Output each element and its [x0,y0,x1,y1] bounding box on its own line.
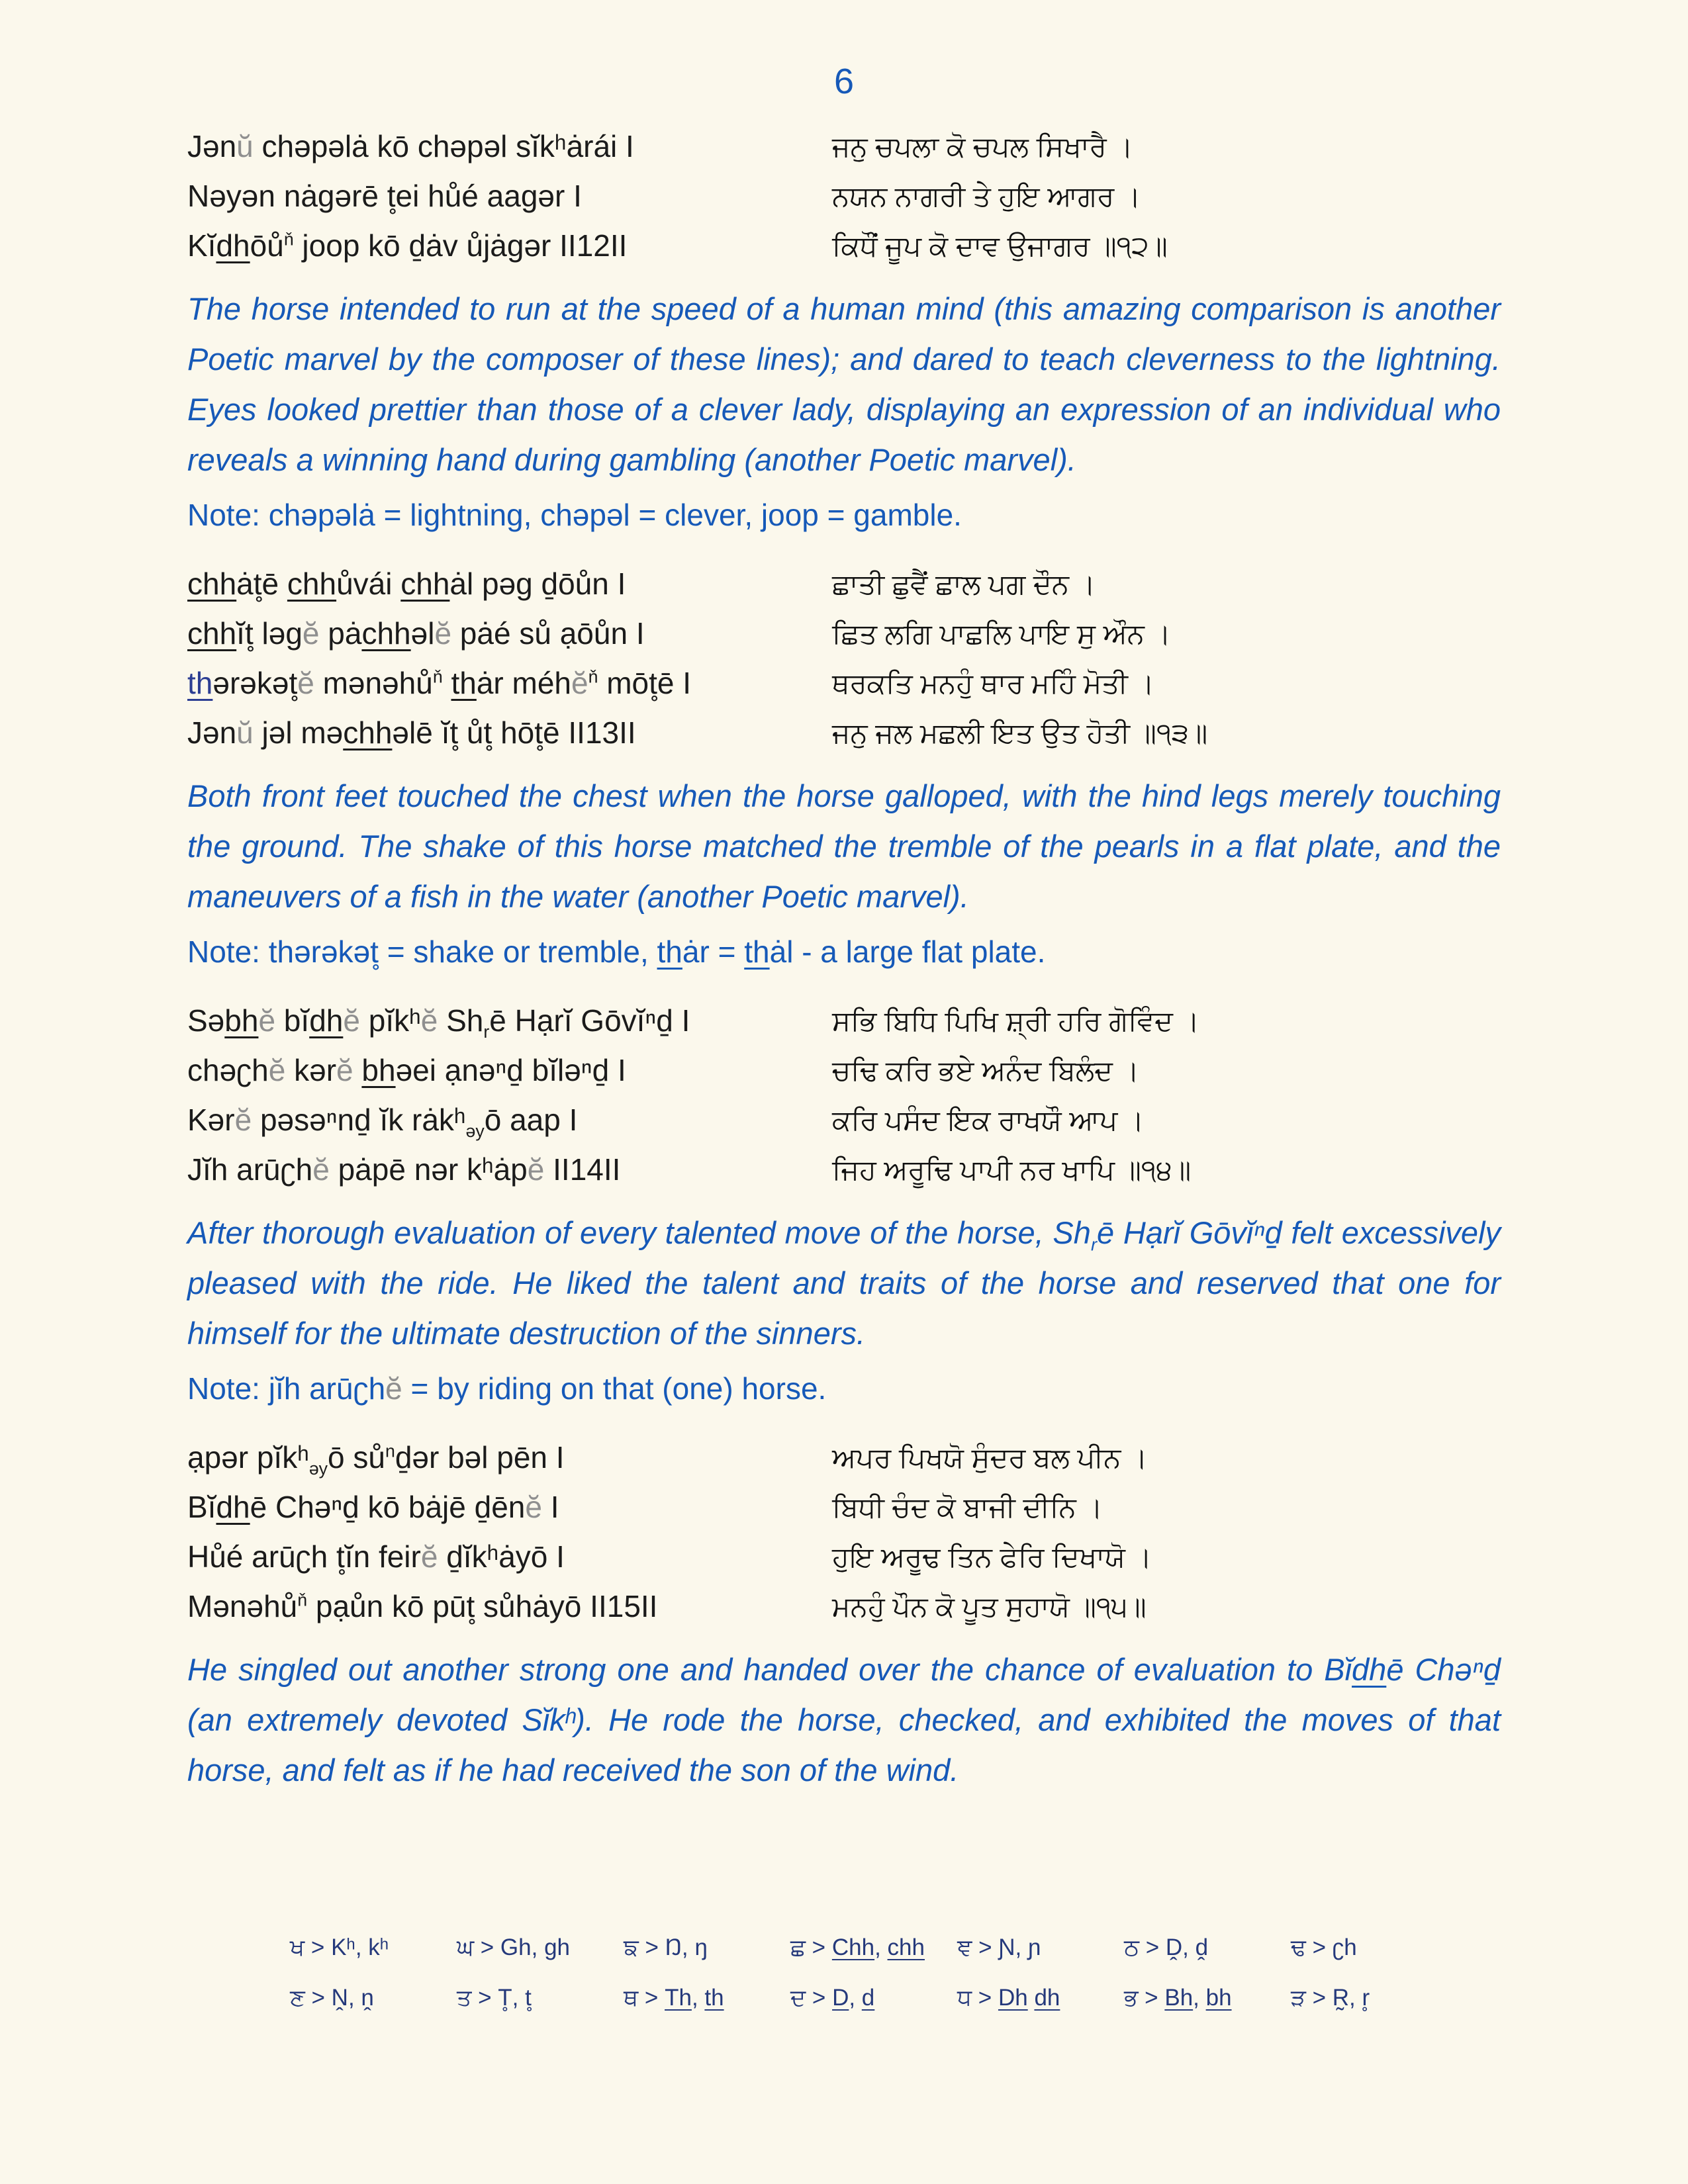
legend-entry: ਘ > Gh, gh [457,1934,570,1960]
legend-entry: ਣ > Ṋ, ṋ [290,1985,374,2011]
verse-block-13 [187,559,1501,758]
legend-entry: ਙ > Ŋ, ŋ [624,1934,708,1960]
transliteration-line: chəʗhĕ kərĕ bhəei ạnəⁿḏ bĭləⁿḏ I [187,1053,626,1087]
verse-block-12 [187,122,1501,271]
transliteration-line: Jĭh arūʗhĕ pȧpē nər kʰȧpĕ II14II [187,1152,621,1187]
verse-block-15 [187,1433,1501,1631]
translation-paragraph: After thorough evaluation of every talented move of the horse, $Sh_rē$ Hạrĭ Gōvĭⁿḏ felt excessively pleased with the ride. He liked the talent and traits of the horse and reserved that one for himself for the ultimate destruction of the sinners. [187,1215,1501,1351]
gurmukhi-line: ਥਰਕਤਿ ਮਨਹੁੰ ਥਾਰ ਮਹਿੰ ਮੋਤੀ । [832,668,1154,699]
gurmukhi-line: ਸਭਿ ਬਿਧਿ ਪਿਖਿ ਸ਼੍ਰੀ ਹਰਿ ਗੋਵਿੰਦ । [832,1005,1199,1036]
gurmukhi-line: ਨਯਨ ਨਾਗਰੀ ਤੇ ਹੁਇ ਆਗਰ । [832,181,1141,212]
gurmukhi-line: ਛਿਤ ਲਗਿ ਪਾਛਲਿ ਪਾਇ ਸੁ ਔਨ । [832,618,1171,649]
transliteration-column [187,996,832,1195]
translation-paragraph: The horse intended to run at the speed of a human mind (this amazing comparison is another Poetic marvel by the composer of these lines); and dared to teach cleverness to the lightning. Eyes looked prettier than those of a clever lady, displaying an expression of an individual who reveals a winning hand during gambling (another Poetic marvel). [187,291,1501,477]
gurmukhi-line: ਮਨਹੁੰ ਪੌਨ ਕੋ ਪੂਤ ਸੁਹਾਯੋ ॥੧੫॥ [832,1591,1147,1622]
gurmukhi-line: ਹੁਇ ਅਰੂਢ ਤਿਨ ਫੇਰਿ ਦਿਖਾਯੋ । [832,1541,1152,1572]
translation-paragraph: Both front feet touched the chest when the horse galloped, with the hind legs merely touching the ground. The shake of this horse matched the tremble of the pearls in a flat plate, and the maneuvers of a fish in the water (another Poetic marvel). [187,778,1501,914]
gurmukhi-line: ਜਨੁ ਚਪਲਾ ਕੋ ਚਪਲ ਸਿਖਾਰੈ । [832,131,1133,162]
legend-entry: ਞ > Ɲ, ɲ [957,1934,1041,1960]
page-number: 6 [833,62,855,101]
gurmukhi-column [832,996,1501,1195]
gurmukhi-column [832,1433,1501,1631]
legend-entry: ਤ > T̥, t̥ [457,1985,532,2011]
transliteration-legend [290,1934,1501,2011]
legend-entry: ਖ > Kʰ, kʰ [290,1934,389,1960]
gurmukhi-line: ਜਨੁ ਜਲ ਮਛਲੀ ਇਤ ਉਤ ਹੋਤੀ ॥੧੩॥ [832,717,1208,749]
transliteration-line: Mənəhů$^ň$ pạůn kō pūt̥ sůhȧyō II15II [187,1589,658,1623]
transliteration-line: ạpər pĭkʰ$_{əy}$ō $sů^nḏər$ bəl pēn I [187,1440,565,1479]
gurmukhi-line: ਛਾਤੀ ਛੁਵੈਂ ਛਾਲ ਪਗ ਦੌਨ । [832,569,1096,600]
gurmukhi-column [832,559,1501,758]
transliteration-line: Səbhĕ bĭdhĕ pĭkʰĕ $Sh_rē$ Hạrĭ Gōvĭⁿḏ I [187,1003,690,1042]
transliteration-line: Kərĕ pəsəⁿnḏ ĭk rȧkʰ$_{əy}$ō aap I [187,1103,578,1142]
gurmukhi-line: ਜਿਹ ਅਰੂਢਿ ਪਾਪੀ ਨਰ ਖਾਪਿ ॥੧੪॥ [832,1154,1192,1185]
gurmukhi-line: ਬਿਧੀ ਚੰਦ ਕੋ ਬਾਜੀ ਦੀਨਿ । [832,1492,1103,1523]
legend-entry: ਢ > ʗh [1291,1934,1357,1960]
gurmukhi-line: ਚਢਿ ਕਰਿ ਭਏ ਅਨੰਦ ਬਿਲੰਦ । [832,1055,1139,1086]
transliteration-line: Jənŭ jəl məchhəlē ĭt̥ ůt̥ hōt̥ē II13II [187,715,636,750]
legend-entry: ੜ > R̰, r̥ [1291,1985,1370,2011]
legend-row [290,1985,1501,2011]
legend-entry: ਧ > Dh dh [957,1985,1060,2011]
transliteration-line: Jənŭ chəpəlȧ kō chəpəl sĭkʰȧrái I [187,129,634,163]
transliteration-line: Kĭdhōů$^ň$ joop kō ḏȧv ůjȧgər II12II [187,228,628,263]
legend-entry: ਦ > D, d [790,1985,875,2011]
gurmukhi-column [832,122,1501,271]
legend-entry: ਥ > Th, th [624,1985,724,2011]
legend-row [290,1934,1501,1961]
transliteration-column [187,559,832,758]
legend-entry: ਭ > Bh, bh [1124,1985,1232,2011]
transliteration-line: Bĭdhē Chəⁿḏ kō bȧjē ḏēnĕ I [187,1490,559,1524]
transliteration-column [187,1433,832,1631]
transliteration-line: thərəkət̥ĕ mənəhů$^ň$ thȧr méhĕ$^ň$ mōt̥ē I [187,666,692,700]
legend-entry: ਠ > Ḓ, ḓ [1124,1934,1209,1960]
note-line: Note: thərəkət̥ = shake or tremble, thȧr = thȧl - a large flat plate. [187,934,1046,969]
legend-entry: ਛ > Chh, chh [790,1934,925,1960]
note-line: Note: jĭh arūʗhĕ = by riding on that (one) horse. [187,1371,827,1406]
transliteration-line: Hůé arūʗh t̥ĭn feirĕ ḏĭkʰȧyō I [187,1539,565,1574]
note-line: Note: chəpəlȧ = lightning, chəpəl = clever, joop = gamble. [187,498,962,532]
transliteration-line: chhĭt̥ ləgĕ pȧchhəlĕ pȧé sů ạōůn I [187,616,645,651]
verse-block-14 [187,996,1501,1195]
translation-paragraph: He singled out another strong one and handed over the chance of evaluation to Bĭdhē Chəⁿḏ (an extremely devoted Sĭkʰ). He rode the horse, checked, and exhibited the moves of that horse, and felt as if he had received the son of the wind. [187,1652,1501,1788]
gurmukhi-line: ਅਪਰ ਪਿਖਯੋ ਸੁੰਦਰ ਬਲ ਪੀਨ । [832,1442,1148,1473]
gurmukhi-line: ਕਰਿ ਪਸੰਦ ਇਕ ਰਾਖਯੌ ਆਪ । [832,1105,1145,1136]
transliteration-line: Nəyən nȧgərē t̥ei hůé aagər I [187,179,582,213]
transliteration-line: chhȧt̥ē chhůvái chhȧl pəg ḏōůn I [187,567,626,601]
transliteration-column [187,122,832,271]
gurmukhi-line: ਕਿਧੌਂ ਜੂਪ ਕੋ ਦਾਵ ਉਜਾਗਰ ॥੧੨॥ [832,230,1168,261]
